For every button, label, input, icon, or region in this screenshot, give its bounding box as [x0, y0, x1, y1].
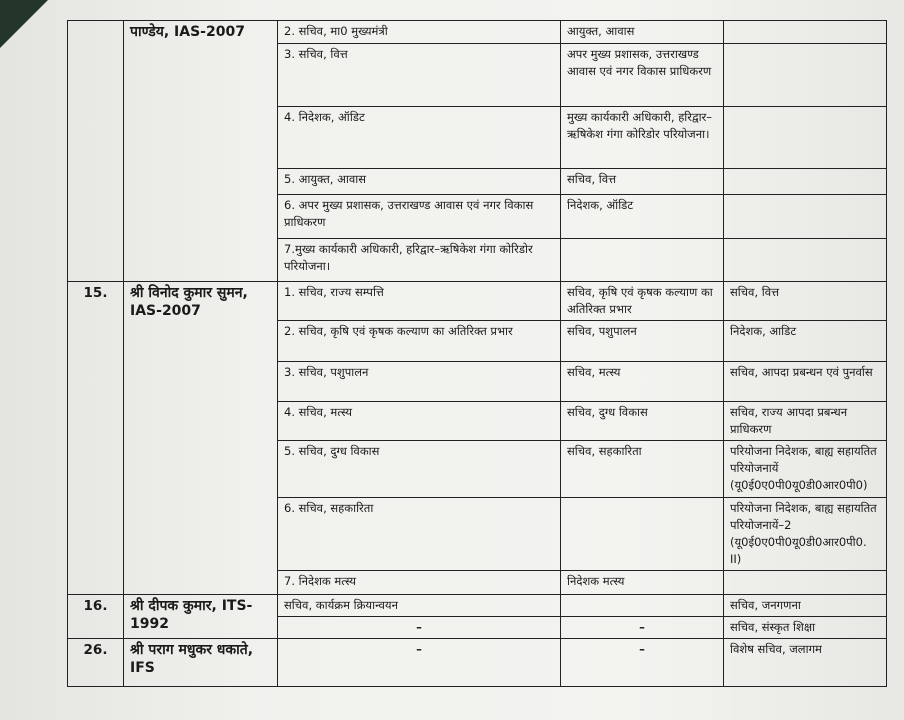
additional-post-cell: निदेशक, आडिट — [724, 321, 887, 362]
additional-post-cell — [724, 571, 887, 595]
current-post-cell: – — [278, 617, 561, 639]
additional-post-cell: परियोजना निदेशक, बाह्य सहायतित परियोजनायें–2 (यू0ई0ए0पी0यू0डी0आर0पी0. II) — [724, 498, 887, 571]
current-post-cell: – — [278, 639, 561, 687]
additional-post-cell — [724, 44, 887, 107]
table-row — [68, 639, 887, 687]
relieved-post-cell: – — [561, 639, 724, 687]
officer-name-cell: श्री पराग मधुकर धकाते, IFS — [124, 639, 278, 687]
current-post-cell: 5. सचिव, दुग्ध विकास — [278, 441, 561, 498]
relieved-post-cell: सचिव, मत्स्य — [561, 362, 724, 402]
relieved-post-cell: सचिव, कृषि एवं कृषक कल्याण का अतिरिक्त प्रभार — [561, 282, 724, 321]
additional-post-cell — [724, 21, 887, 44]
officer-name-cell: पाण्डेय, IAS-2007 — [124, 21, 278, 282]
officer-assignment-table — [67, 20, 887, 687]
officer-name-cell: श्री दीपक कुमार, ITS-1992 — [124, 595, 278, 639]
current-post-cell: 6. सचिव, सहकारिता — [278, 498, 561, 571]
table-row — [68, 595, 887, 617]
current-post-cell: 5. आयुक्त, आवास — [278, 169, 561, 195]
additional-post-cell: सचिव, आपदा प्रबन्धन एवं पुनर्वास — [724, 362, 887, 402]
additional-post-cell: परियोजना निदेशक, बाह्य सहायतित परियोजनायें (यू0ई0ए0पी0यू0डी0आर0पी0) — [724, 441, 887, 498]
table-row — [68, 282, 887, 321]
relieved-post-cell: आयुक्त, आवास — [561, 21, 724, 44]
relieved-post-cell: अपर मुख्य प्रशासक, उत्तराखण्ड आवास एवं नगर विकास प्राधिकरण — [561, 44, 724, 107]
relieved-post-cell: – — [561, 617, 724, 639]
relieved-post-cell — [561, 498, 724, 571]
relieved-post-cell: सचिव, दुग्ध विकास — [561, 402, 724, 441]
current-post-cell: 3. सचिव, पशुपालन — [278, 362, 561, 402]
current-post-cell: 4. निदेशक, ऑडिट — [278, 107, 561, 169]
relieved-post-cell: निदेशक मत्स्य — [561, 571, 724, 595]
additional-post-cell — [724, 169, 887, 195]
current-post-cell: 4. सचिव, मत्स्य — [278, 402, 561, 441]
current-post-cell: 2. सचिव, कृषि एवं कृषक कल्याण का अतिरिक्त प्रभार — [278, 321, 561, 362]
relieved-post-cell — [561, 595, 724, 617]
current-post-cell: 6. अपर मुख्य प्रशासक, उत्तराखण्ड आवास एवं नगर विकास प्राधिकरण — [278, 195, 561, 239]
relieved-post-cell: मुख्य कार्यकारी अधिकारी, हरिद्वार–ऋषिकेश गंगा कोरिडोर परियोजना। — [561, 107, 724, 169]
additional-post-cell — [724, 195, 887, 239]
relieved-post-cell — [561, 239, 724, 282]
relieved-post-cell: सचिव, सहकारिता — [561, 441, 724, 498]
current-post-cell: 7.मुख्य कार्यकारी अधिकारी, हरिद्वार–ऋषिकेश गंगा कोरिडोर परियोजना। — [278, 239, 561, 282]
page-corner-shadow — [0, 0, 48, 48]
relieved-post-cell: निदेशक, ऑडिट — [561, 195, 724, 239]
serial-number-cell: 26. — [68, 639, 124, 687]
additional-post-cell: विशेष सचिव, जलागम — [724, 639, 887, 687]
relieved-post-cell: सचिव, वित्त — [561, 169, 724, 195]
additional-post-cell: सचिव, जनगणना — [724, 595, 887, 617]
table-row — [68, 21, 887, 44]
relieved-post-cell: सचिव, पशुपालन — [561, 321, 724, 362]
current-post-cell: 3. सचिव, वित्त — [278, 44, 561, 107]
serial-number-cell: 15. — [68, 282, 124, 595]
current-post-cell: 1. सचिव, राज्य सम्पत्ति — [278, 282, 561, 321]
serial-number-cell: 16. — [68, 595, 124, 639]
serial-number-cell — [68, 21, 124, 282]
additional-post-cell: सचिव, संस्कृत शिक्षा — [724, 617, 887, 639]
current-post-cell: 7. निदेशक मत्स्य — [278, 571, 561, 595]
additional-post-cell — [724, 107, 887, 169]
current-post-cell: 2. सचिव, मा0 मुख्यमंत्री — [278, 21, 561, 44]
additional-post-cell — [724, 239, 887, 282]
officer-name-cell: श्री विनोद कुमार सुमन, IAS-2007 — [124, 282, 278, 595]
additional-post-cell: सचिव, राज्य आपदा प्रबन्धन प्राधिकरण — [724, 402, 887, 441]
additional-post-cell: सचिव, वित्त — [724, 282, 887, 321]
current-post-cell: सचिव, कार्यक्रम क्रियान्वयन — [278, 595, 561, 617]
